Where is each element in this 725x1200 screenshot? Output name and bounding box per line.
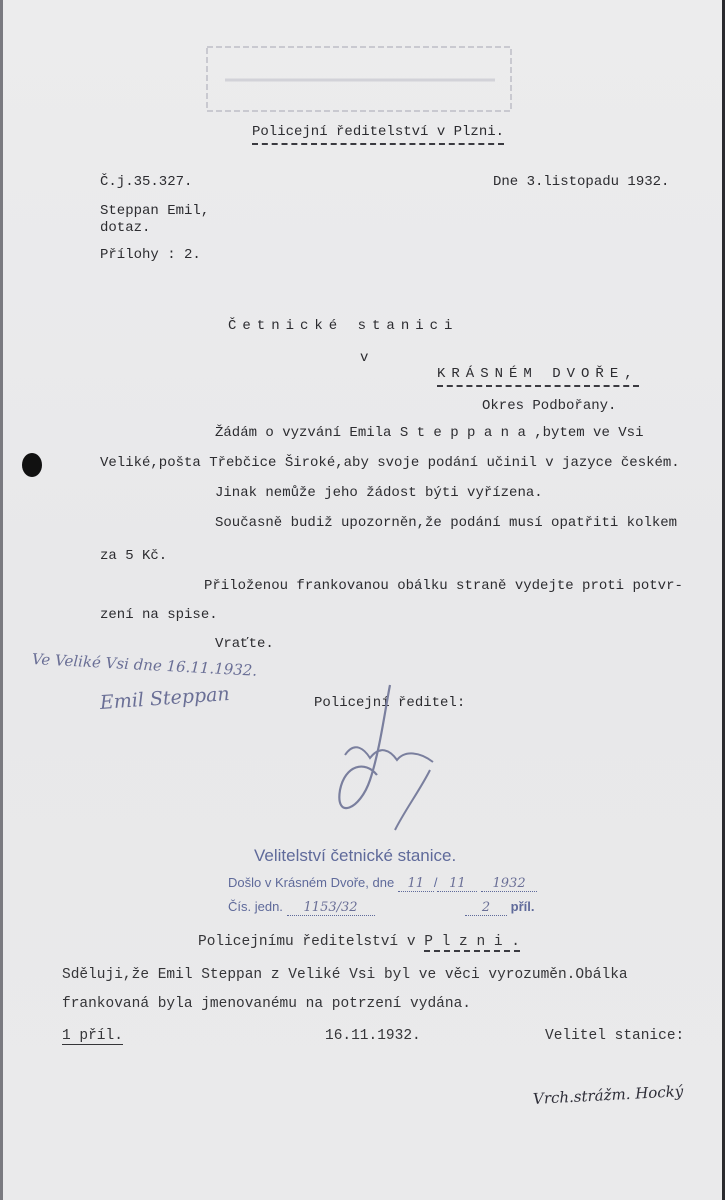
attachments-note: Přílohy : 2. [100, 247, 201, 263]
addressee-district: Okres Podbořany. [482, 398, 617, 414]
letterhead-title: Policejní ředitelství v Plzni. [252, 124, 504, 145]
stamp-received-year: 1932 [481, 876, 537, 892]
faint-stamp-mark [205, 45, 515, 115]
reply-signer-title: Velitel stanice: [545, 1028, 685, 1044]
body-p3-line-2: zení na spise. [100, 607, 218, 623]
reply-addressee-v: v [406, 934, 416, 950]
body-p1-line-1: Žádám o vyzvání Emila S t e p p a n a ,bytem ve Vsi [215, 425, 644, 441]
body-p1-line-3: Jinak nemůže jeho žádost býti vyřízena. [215, 485, 543, 501]
scan-edge-left [0, 0, 3, 1200]
reply-addressee-city: P l z n i . [424, 934, 520, 950]
body-p1-line-2: Veliké,pošta Třebčice Široké,aby svoje podání učinil v jazyce českém. [100, 455, 680, 471]
addressee-place: KRÁSNÉM DVOŘE, [437, 366, 639, 387]
stamp-title: Velitelství četnické stanice. [254, 846, 457, 865]
subject-line-1: Steppan Emil, [100, 203, 210, 219]
stamp-attachments-label: příl. [510, 899, 535, 914]
letter-date: Dne 3.listopadu 1932. [493, 174, 670, 190]
reply-addressee-prefix: Policejnímu ředitelství [198, 934, 399, 950]
stamp-received-label: Došlo v Krásném Dvoře, dne [228, 875, 395, 890]
reply-addressee [198, 934, 520, 950]
stamp-attachments-row [465, 899, 534, 916]
stamp-case-label: Čís. jedn. [228, 899, 283, 914]
reply-line-1: Sděluji,že Emil Steppan z Veliké Vsi byl ve věci vyrozuměn.Obálka [62, 967, 628, 983]
reference-number: Č.j.35.327. [100, 174, 193, 190]
stamp-received-row: Došlo v Krásném Dvoře, dne 11 / 11 1932 [228, 875, 537, 892]
handwritten-note: Ve Veliké Vsi dne 16.11.1932. [31, 650, 258, 680]
punch-hole [20, 452, 44, 478]
reply-line-2: frankovaná byla jmenovanému na potrzení vydána. [62, 996, 471, 1012]
body-p2-line-1: Současně budiž upozorněn,že podání musí opatřiti kolkem [215, 515, 678, 531]
closing-line: Vraťte. [215, 636, 274, 652]
stamp-attachments-count: 2 [465, 900, 507, 916]
subject-line-2: dotaz. [100, 220, 151, 236]
stamp-case-number: 1153/32 [287, 900, 375, 916]
reply-signature: Vrch.strážm. Hocký [532, 1082, 684, 1108]
addressee-line-1: Četnické stanici [228, 318, 459, 334]
addressee-connector: v [360, 350, 369, 366]
reply-date: 16.11.1932. [325, 1028, 421, 1044]
stamp-received-month: 11 [437, 876, 477, 892]
body-p3-line-1: Přiloženou frankovanou obálku straně vydejte proti potvr- [204, 578, 683, 594]
reply-attachment: 1 příl. [62, 1028, 123, 1044]
body-p2-line-2: za 5 Kč. [100, 548, 168, 564]
stamp-received-day: 11 [398, 876, 434, 892]
director-signature [325, 680, 445, 840]
stamp-case-row [228, 899, 375, 916]
signatory-title: Policejní ředitel: [314, 695, 466, 711]
recipient-signature: Emil Steppan [99, 682, 231, 714]
